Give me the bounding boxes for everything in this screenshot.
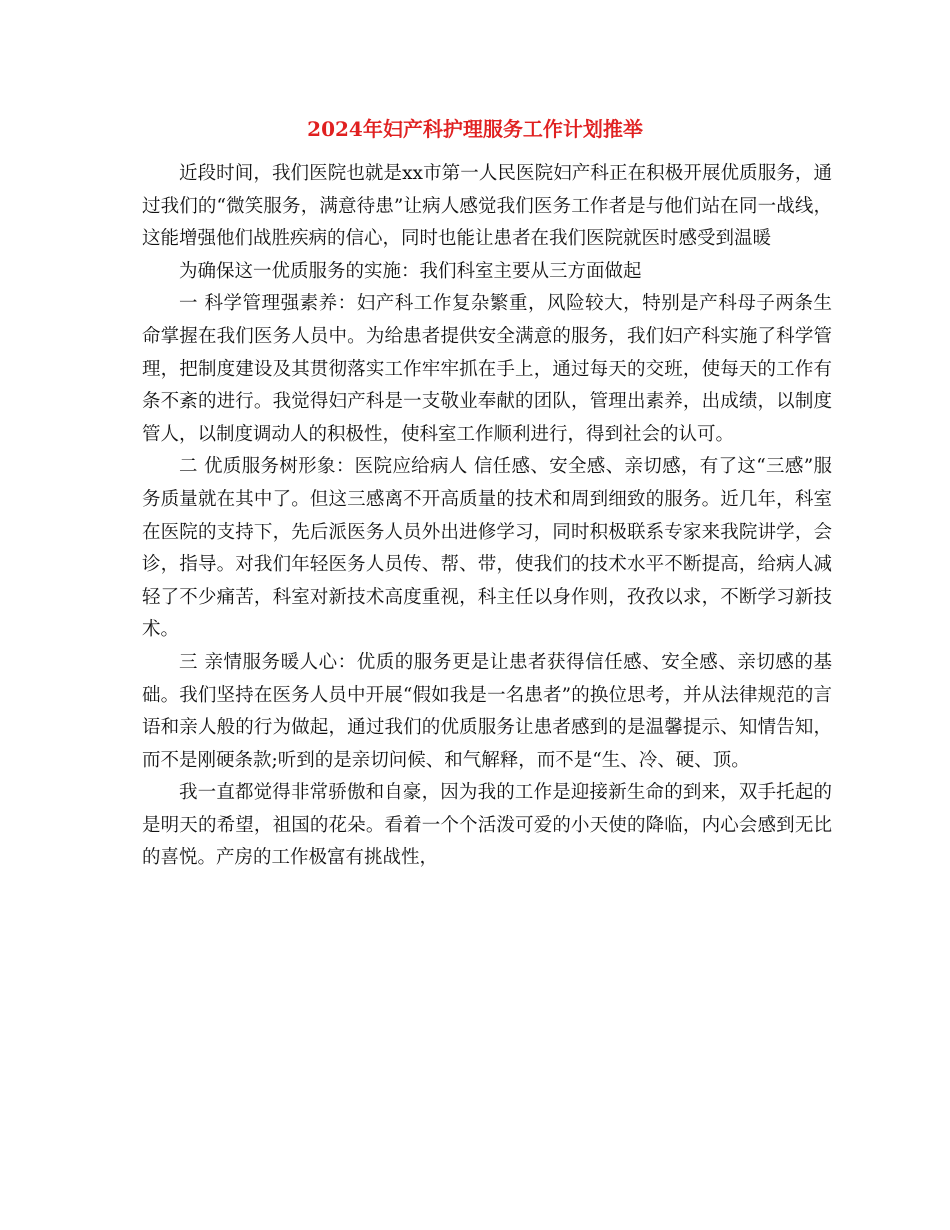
- document-title: 2024年妇产科护理服务工作计划推举: [307, 117, 643, 141]
- paragraph-section-one: 一 科学管理强素养：妇产科工作复杂繁重，风险较大，特别是产科母子两条生命掌握在我们医务人员中。为给患者提供安全满意的服务，我们妇产科实施了科学管理，把制度建设及其贯彻落实工作牢牢抓在手上，通过每天的交班，使每天的工作有条不紊的进行。我觉得妇产科是一支敬业奉献的团队，管理出素养，出成绩，以制度管人，以制度调动人的积极性，使科室工作顺利进行，得到社会的认可。: [142, 293, 832, 445]
- document-body: [142, 158, 832, 875]
- paragraph-section-two: 二 优质服务树形象：医院应给病人 信任感、安全感、亲切感，有了这“三感”服务质量就在其中了。但这三感离不开高质量的技术和周到细致的服务。近几年，科室在医院的支持下，先后派医务人员外出进修学习，同时积极联系专家来我院讲学，会诊，指导。对我们年轻医务人员传、帮、带，使我们的技术水平不断提高，给病人减轻了不少痛苦，科室对新技术高度重视，科主任以身作则，孜孜以求，不断学习新技术。: [142, 456, 832, 641]
- paragraph-closing: 我一直都觉得非常骄傲和自豪，因为我的工作是迎接新生命的到来，双手托起的是明天的希望，祖国的花朵。看着一个个活泼可爱的小天使的降临，内心会感到无比的喜悦。产房的工作极富有挑战性，: [142, 782, 832, 869]
- paragraph-section-three: 三 亲情服务暖人心：优质的服务更是让患者获得信任感、安全感、亲切感的基础。我们坚持在医务人员中开展“假如我是一名患者”的换位思考，并从法律规范的言语和亲人般的行为做起，通过我们的优质服务让患者感到的是温馨提示、知情告知，而不是刚硬条款;听到的是亲切问候、和气解释，而不是“生、冷、硬、顶。: [142, 651, 832, 771]
- paragraph-intro: 近段时间，我们医院也就是xx市第一人民医院妇产科正在积极开展优质服务，通过我们的“微笑服务，满意待患”让病人感觉我们医务工作者是与他们站在同一战线，这能增强他们战胜疾病的信心，同时也能让患者在我们医院就医时感受到温暖: [142, 163, 832, 250]
- paragraph-overview: 为确保这一优质服务的实施：我们科室主要从三方面做起: [179, 260, 642, 282]
